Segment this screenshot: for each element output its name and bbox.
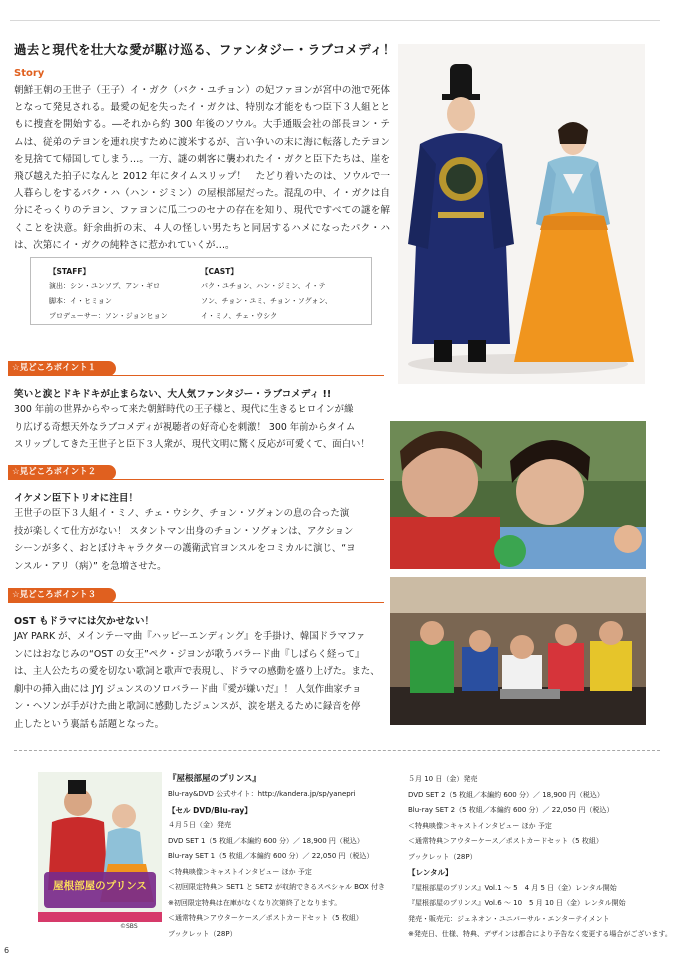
product-info-line: ＜特典映像＞キャストインタビュー ほか 予定 xyxy=(168,867,312,876)
product-info-line: ＜通常特典＞アウターケース／ポストカードセット（5 枚組） xyxy=(408,837,603,845)
headline: 過去と現代を壮大な愛が駆け巡る、ファンタジー・ラブコメディ！ xyxy=(14,42,396,57)
cast-line: イ・ミノ、チェ・ウシク xyxy=(201,312,278,320)
product-info-line: Blu-ray SET 2（5 枚組／本編約 600 分）／ 22,050 円（税込） xyxy=(408,806,614,814)
product-info-line: ※初回限定特典は在庫がなくなり次第終了となります。 xyxy=(168,898,342,907)
point-2-title: イケメン臣下トリオに注目！ xyxy=(14,493,139,504)
point-2-text xyxy=(14,505,386,575)
product-info-line: Blu-ray SET 1（5 枚組／本編約 600 分）／ 22,050 円（税込） xyxy=(168,852,374,860)
product-info-right xyxy=(408,772,672,943)
product-info-line: DVD SET 2（5 枚組／本編約 600 分）／ 18,900 円（税込） xyxy=(408,790,604,799)
dvd-cover xyxy=(38,772,162,922)
point-3-text xyxy=(14,628,386,733)
page-number: 6 xyxy=(4,946,10,955)
point-3-title: OST もドラマには欠かせない！ xyxy=(14,616,155,627)
staff-line: 脚本：イ・ヒミョン xyxy=(49,297,112,305)
point-3-line: 止したという裏話も話題となった。 xyxy=(14,718,165,730)
product-info-line: 『屋根部屋のプリンス』Vol.1 ～ 5 4 月 5 日（金）レンタル開始 xyxy=(408,883,617,892)
product-info-line: Blu-ray&DVD 公式サイト：http://kandera.jp/sp/yanepri xyxy=(168,790,356,798)
scene-photo-2 xyxy=(390,577,646,725)
dvd-cover-title: 屋根部屋のプリンス xyxy=(53,880,147,892)
product-info-line: ４月５日（金）発売 xyxy=(168,821,231,829)
point-3-line: JAY PARK が、メインテーマ曲『ハッピーエンディング』を手掛け、韓国ドラマファ xyxy=(14,631,366,642)
cast-column xyxy=(201,264,332,324)
staff-column xyxy=(49,264,168,324)
cast-line: ソン、チョン・ユミ、チョン・ソグォン、 xyxy=(201,297,332,305)
point-3-banner: ☆見どころポイント３ xyxy=(8,588,116,603)
cast-heading: 【CAST】 xyxy=(201,267,238,276)
story-text: 朝鮮王朝の王世子（王子）イ・ガク（パク・ユチョン）の妃ファヨンが宮中の池で死体となって発見される。最愛の妃を失ったイ・ガクは、特別な才能をもつ臣下３人組とともに捜査を開始する。―それから約 300 年後のソウル。大手通販会社の部長ヨン・テムは、従弟のテヨンを連れ戻すために渡米するが、言い争いの末に海に転落したテヨンを見捨てて帰国してしまう…。一方、謎の刺客に襲われたイ・ガクと臣下たちは、崖を飛び越えた拍子になんと 2012 年にタイムスリップ！ たどり着いたのは、ソウルで一人暮らしをするパク・ハ（ハン・ジミン）の屋根部屋だった。混乱の中、イ・ガクは自分にそっくりのテヨン、ファヨンに瓜二つのセナの存在を知り、現代ですべての謎を解くことを決意。紆余曲折の末、４人の怪しい男たちと同居するハメになったパク・ハは、次第にイ・ガクの純粋さに惹かれていくが…。 xyxy=(14,85,390,251)
point-3-line: ンにはおなじみの“OST の女王”ペク・ジヨンが歌うバラード曲『しばらく経って』 xyxy=(14,648,365,660)
product-info-left xyxy=(168,787,385,942)
point-1-line: り広げる奇想天外なラブコメディが視聴者の好奇心を刺激！ 300 年前からタイム xyxy=(14,421,356,433)
top-rule xyxy=(10,20,660,21)
product-info-line: ブックレット（28P） xyxy=(168,929,237,938)
product-info-line: 発売・販売元：ジェネオン・ユニバーサル・エンターテイメント xyxy=(408,914,610,923)
point-2-line: 王世子の臣下３人組イ・ミノ、チェ・ウシク、チョン・ソグォンの息の合った演 xyxy=(14,508,350,519)
hero-photo xyxy=(398,44,645,384)
product-info-line: 【レンタル】 xyxy=(408,868,453,877)
product-info-line: ※発売日、仕様、特典、デザインは都合により予告なく変更する場合がございます。 xyxy=(408,930,672,938)
scene-photo-1 xyxy=(390,421,646,569)
product-info-line: ＜通常特典＞アウターケース／ポストカードセット（5 枚組） xyxy=(168,914,363,922)
copyright: ©SBS xyxy=(120,923,138,930)
point-1-line: スリップしてきた王世子と臣下３人衆が、現代文明に驚く反応が可愛くて、面白い！ xyxy=(14,439,370,450)
point-1-title: 笑いと涙とドキドキが止まらない、大人気ファンタジー・ラブコメディ !! xyxy=(14,389,332,400)
story-label: Story xyxy=(14,68,45,79)
product-title: 『屋根部屋のプリンス』 xyxy=(168,774,261,784)
cast-line: パク・ユチョン、ハン・ジミン、イ・テ xyxy=(201,282,326,290)
point-1-text xyxy=(14,401,386,454)
point-1-line: 300 年前の世界からやって来た朝鮮時代の王子様と、現代に生きるヒロインが繰 xyxy=(14,404,354,415)
dashed-divider xyxy=(14,750,660,751)
point-2-banner: ☆見どころポイント２ xyxy=(8,465,116,480)
product-info-line: ＜特典映像＞キャストインタビュー ほか 予定 xyxy=(408,821,552,830)
staff-line: 演出：シン・ユンソブ、アン・ギロ xyxy=(49,282,160,290)
product-info-line: ブックレット（28P） xyxy=(408,852,477,861)
point-3-line: は、主人公たちの愛を切ない歌詞と歌声で表現し、ドラマの感動を盛り上げた。また、 xyxy=(14,666,380,677)
point-1-banner: ☆見どころポイント１ xyxy=(8,361,116,376)
point-3-line: 劇中の挿入曲には JYJ ジュンスのソロバラード曲『愛が嫌いだ』！ 人気作曲家チョ xyxy=(14,683,362,695)
point-2-line: ンスル・アリ（病）” を急増させた。 xyxy=(14,560,167,572)
product-info-line: ５月 10 日（金）発売 xyxy=(408,775,478,783)
product-info-line: 『屋根部屋のプリンス』Vol.6 ～ 10 5 月 10 日（金）レンタル開始 xyxy=(408,899,626,907)
product-info-line: DVD SET 1（5 枚組／本編約 600 分）／ 18,900 円（税込） xyxy=(168,836,364,845)
point-2-line: 技が楽しくて仕方がない！ スタントマン出身のチョン・ソグォンは、アクション xyxy=(14,525,354,537)
product-info-line: ＜初回限定特典＞ SET1 と SET2 が収納できるスペシャル BOX 付き xyxy=(168,883,385,891)
credits-box xyxy=(30,257,372,325)
point-2-line: シーンが多く、おとぼけキャラクターの護衛武官ヨンスルをコミカルに演じ、“ヨ xyxy=(14,543,356,554)
point-3-line: ン・ヘソンが手がけた曲と歌詞に感動したジュンスが、涙を堪えるために録音を停 xyxy=(14,701,361,712)
staff-line: プロデューサー：ソン・ジョンヒョン xyxy=(49,312,168,320)
staff-heading: 【STAFF】 xyxy=(49,267,90,276)
product-info-line: 【セル DVD/Blu-ray】 xyxy=(168,805,252,815)
